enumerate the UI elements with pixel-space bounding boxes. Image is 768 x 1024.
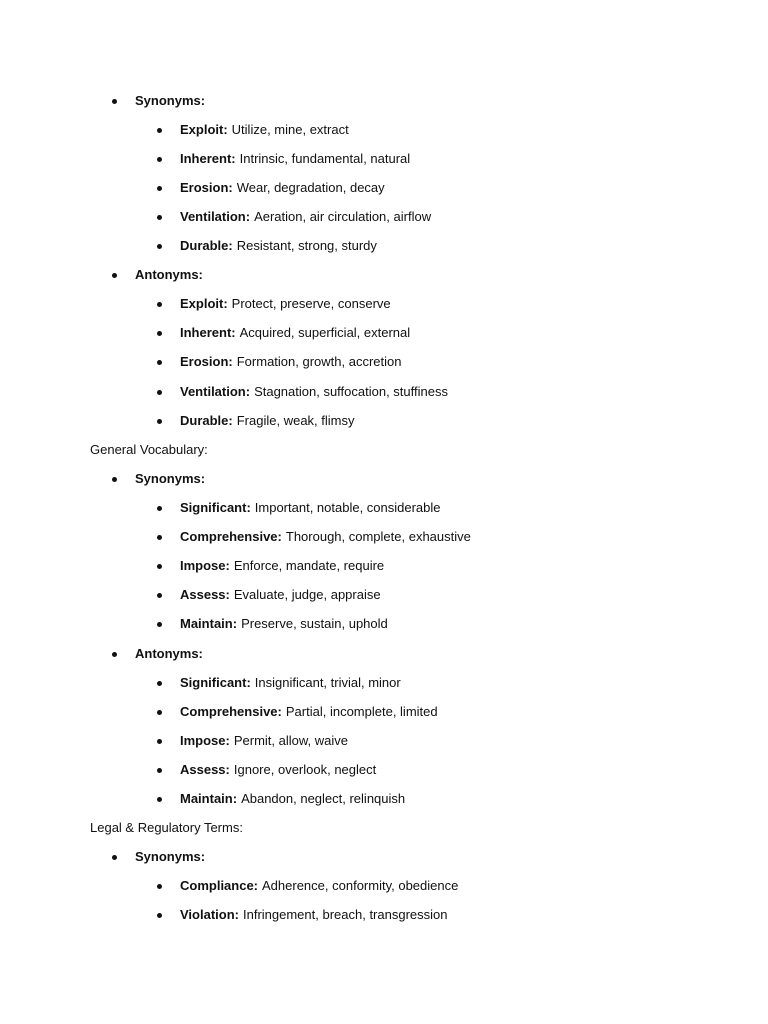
term: Significant: [180,675,251,690]
definition: Permit, allow, waive [233,733,348,748]
bullet-icon [157,739,162,744]
term: Durable: [180,413,233,428]
list-item [157,675,401,691]
bullet-icon [157,419,162,424]
list-item [157,354,401,370]
bullet-icon [112,273,117,278]
term: Exploit: [180,296,228,311]
list-item [157,791,405,807]
group-synonyms [112,849,205,865]
group-label: Synonyms: [135,849,206,864]
bullet-icon [157,186,162,191]
list-item [157,558,384,574]
term: Maintain: [180,616,238,631]
definition: Stagnation, suffocation, stuffiness [254,384,448,399]
list-item [157,238,377,254]
definition: Preserve, sustain, uphold [241,616,388,631]
list-item [157,733,348,749]
bullet-icon [157,157,162,162]
group-antonyms [112,646,203,662]
definition: Wear, degradation, decay [236,180,385,195]
bullet-icon [157,681,162,686]
bullet-icon [112,99,117,104]
group-synonyms [112,93,205,109]
section-heading: General Vocabulary: [90,442,208,457]
term: Significant: [180,500,251,515]
definition: Enforce, mandate, require [233,558,385,573]
definition: Abandon, neglect, relinquish [241,791,406,806]
definition: Resistant, strong, sturdy [236,238,377,253]
bullet-icon [157,215,162,220]
definition: Fragile, weak, flimsy [236,413,355,428]
definition: Formation, growth, accretion [236,354,402,369]
term: Ventilation: [180,384,251,399]
bullet-icon [157,797,162,802]
group-label: Synonyms: [135,471,206,486]
definition: Insignificant, trivial, minor [254,675,401,690]
definition: Acquired, superficial, external [239,325,411,340]
list-item [157,878,458,894]
bullet-icon [157,913,162,918]
term: Violation: [180,907,239,922]
group-synonyms [112,471,205,487]
definition: Protect, preserve, conserve [231,296,391,311]
definition: Infringement, breach, transgression [242,907,448,922]
definition: Adherence, conformity, obedience [262,878,459,893]
bullet-icon [157,535,162,540]
list-item [157,296,391,312]
term: Durable: [180,238,233,253]
list-item [157,325,410,341]
term: Erosion: [180,180,233,195]
bullet-icon [157,564,162,569]
list-item [157,500,441,516]
definition: Thorough, complete, exhaustive [285,529,471,544]
section-heading: Legal & Regulatory Terms: [90,820,243,835]
group-label: Synonyms: [135,93,206,108]
bullet-icon [157,244,162,249]
bullet-icon [157,390,162,395]
term: Comprehensive: [180,704,282,719]
list-item [157,151,410,167]
list-item [157,704,438,720]
list-item [157,907,447,923]
definition: Important, notable, considerable [254,500,441,515]
definition: Intrinsic, fundamental, natural [239,151,411,166]
bullet-icon [157,331,162,336]
definition: Utilize, mine, extract [231,122,349,137]
term: Compliance: [180,878,259,893]
group-label: Antonyms: [135,646,203,661]
bullet-icon [157,593,162,598]
term: Comprehensive: [180,529,282,544]
bullet-icon [157,302,162,307]
bullet-icon [157,710,162,715]
list-item [157,209,431,225]
list-item [157,122,349,138]
list-item [157,616,388,632]
bullet-icon [157,506,162,511]
term: Ventilation: [180,209,251,224]
bullet-icon [157,768,162,773]
list-item [157,413,354,429]
bullet-icon [157,884,162,889]
list-item [157,762,376,778]
bullet-icon [157,360,162,365]
term: Assess: [180,587,230,602]
term: Impose: [180,558,230,573]
term: Erosion: [180,354,233,369]
bullet-icon [157,128,162,133]
term: Impose: [180,733,230,748]
definition: Ignore, overlook, neglect [233,762,377,777]
list-item [157,587,381,603]
definition: Aeration, air circulation, airflow [254,209,432,224]
group-label: Antonyms: [135,267,203,282]
term: Assess: [180,762,230,777]
bullet-icon [112,652,117,657]
term: Exploit: [180,122,228,137]
group-antonyms [112,267,203,283]
bullet-icon [112,855,117,860]
term: Inherent: [180,325,236,340]
list-item [157,529,471,545]
bullet-icon [157,622,162,627]
term: Maintain: [180,791,238,806]
list-item [157,180,385,196]
definition: Evaluate, judge, appraise [233,587,381,602]
term: Inherent: [180,151,236,166]
bullet-icon [112,477,117,482]
definition: Partial, incomplete, limited [285,704,438,719]
list-item [157,384,448,400]
